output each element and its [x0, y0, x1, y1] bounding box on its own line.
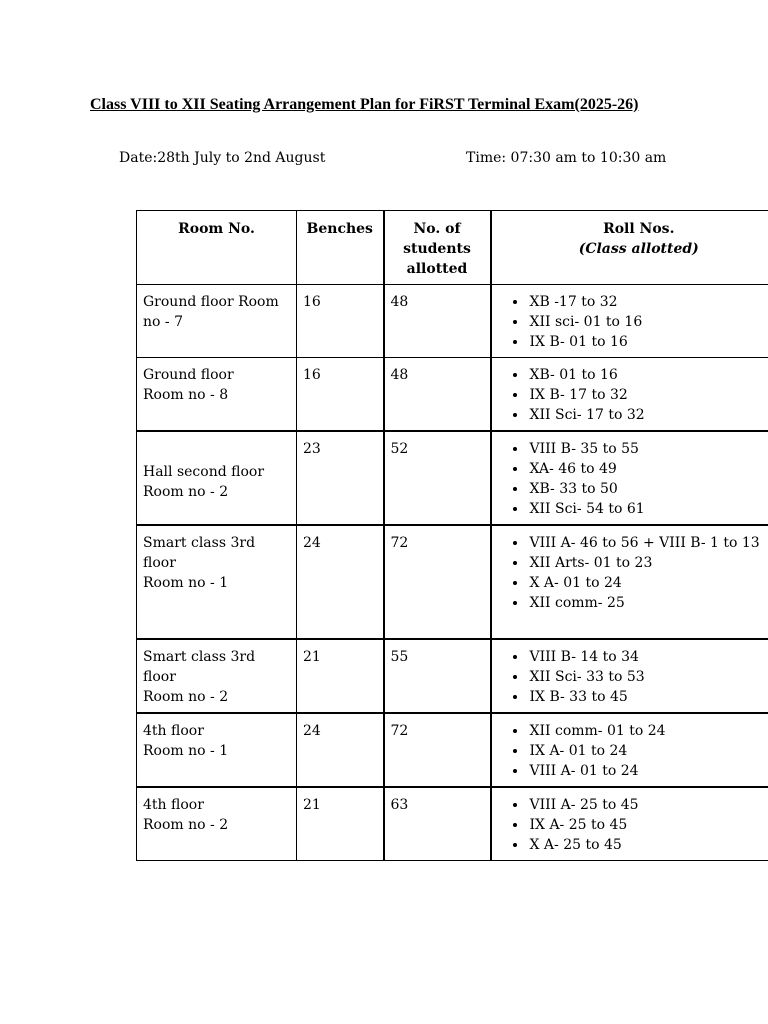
roll-item: • IX B- 33 to 45: [528, 687, 768, 707]
seating-table: [136, 210, 768, 861]
benches-cell: 24: [297, 525, 384, 639]
roll-item: • VIII A- 01 to 24: [528, 761, 768, 781]
room-cell: Ground floor Room no - 7: [137, 285, 297, 358]
roll-item: • VIII A- 25 to 45: [528, 795, 768, 815]
table-header-row: [137, 211, 768, 285]
header-roll: [491, 211, 768, 285]
roll-item: • X A- 01 to 24: [528, 573, 768, 593]
roll-item: • VIII A- 46 to 56 + VIII B- 1 to 13: [528, 533, 768, 553]
roll-list: [498, 533, 768, 613]
roll-item: • IX A- 01 to 24: [528, 741, 768, 761]
table-row: [137, 639, 768, 713]
roll-item: • XB- 33 to 50: [528, 479, 768, 499]
roll-list: [498, 292, 768, 352]
benches-cell: 24: [297, 713, 384, 787]
roll-list: [498, 647, 768, 707]
benches-cell: 16: [297, 358, 384, 432]
roll-item: • VIII B- 35 to 55: [528, 439, 768, 459]
header-roll-label: Roll Nos.: [603, 221, 675, 237]
roll-item: • XB -17 to 32: [528, 292, 768, 312]
students-cell: 48: [384, 285, 491, 358]
room-cell: Smart class 3rd floor Room no - 1: [137, 525, 297, 639]
exam-date: Date:28th July to 2nd August: [119, 150, 326, 166]
header-students: No. of students allotted: [384, 211, 491, 285]
table-row: [137, 285, 768, 358]
roll-item: • VIII B- 14 to 34: [528, 647, 768, 667]
benches-cell: 21: [297, 787, 384, 861]
roll-item: • IX A- 25 to 45: [528, 815, 768, 835]
roll-cell: [491, 285, 768, 358]
roll-item: • XII Sci- 54 to 61: [528, 499, 768, 519]
roll-item: • X A- 25 to 45: [528, 835, 768, 855]
header-room: Room No.: [137, 211, 297, 285]
roll-cell: [491, 358, 768, 432]
roll-item: • IX B- 17 to 32: [528, 385, 768, 405]
roll-item: • XII Sci- 17 to 32: [528, 405, 768, 425]
document-title: Class VIII to XII Seating Arrangement Plan for FiRST Terminal Exam(2025-26): [90, 96, 639, 113]
students-cell: 72: [384, 713, 491, 787]
table-row: [137, 358, 768, 432]
roll-list: [498, 365, 768, 425]
room-cell: 4th floor Room no - 1: [137, 713, 297, 787]
table-row: [137, 525, 768, 639]
roll-item: • XII Arts- 01 to 23: [528, 553, 768, 573]
room-cell: Smart class 3rd floor Room no - 2: [137, 639, 297, 713]
roll-item: • XII comm- 01 to 24: [528, 721, 768, 741]
table-row: [137, 431, 768, 525]
roll-cell: [491, 431, 768, 525]
students-cell: 55: [384, 639, 491, 713]
roll-item: • XII comm- 25: [528, 593, 768, 613]
header-benches: Benches: [297, 211, 384, 285]
roll-item: • XII Sci- 33 to 53: [528, 667, 768, 687]
header-roll-sub: (Class allotted): [578, 241, 699, 257]
students-cell: 48: [384, 358, 491, 432]
roll-list: [498, 721, 768, 781]
benches-cell: 16: [297, 285, 384, 358]
table-row: [137, 713, 768, 787]
roll-cell: [491, 787, 768, 861]
roll-cell: [491, 713, 768, 787]
exam-time: Time: 07:30 am to 10:30 am: [466, 150, 667, 166]
table-row: [137, 787, 768, 861]
roll-list: [498, 795, 768, 855]
room-cell: Hall second floor Room no - 2: [137, 431, 297, 525]
students-cell: 52: [384, 431, 491, 525]
students-cell: 72: [384, 525, 491, 639]
roll-list: [498, 439, 768, 519]
students-cell: 63: [384, 787, 491, 861]
benches-cell: 21: [297, 639, 384, 713]
roll-item: • XB- 01 to 16: [528, 365, 768, 385]
roll-item: • XII sci- 01 to 16: [528, 312, 768, 332]
roll-item: • IX B- 01 to 16: [528, 332, 768, 352]
roll-item: • XA- 46 to 49: [528, 459, 768, 479]
room-cell: 4th floor Room no - 2: [137, 787, 297, 861]
roll-cell: [491, 639, 768, 713]
roll-cell: [491, 525, 768, 639]
room-cell: Ground floor Room no - 8: [137, 358, 297, 432]
benches-cell: 23: [297, 431, 384, 525]
